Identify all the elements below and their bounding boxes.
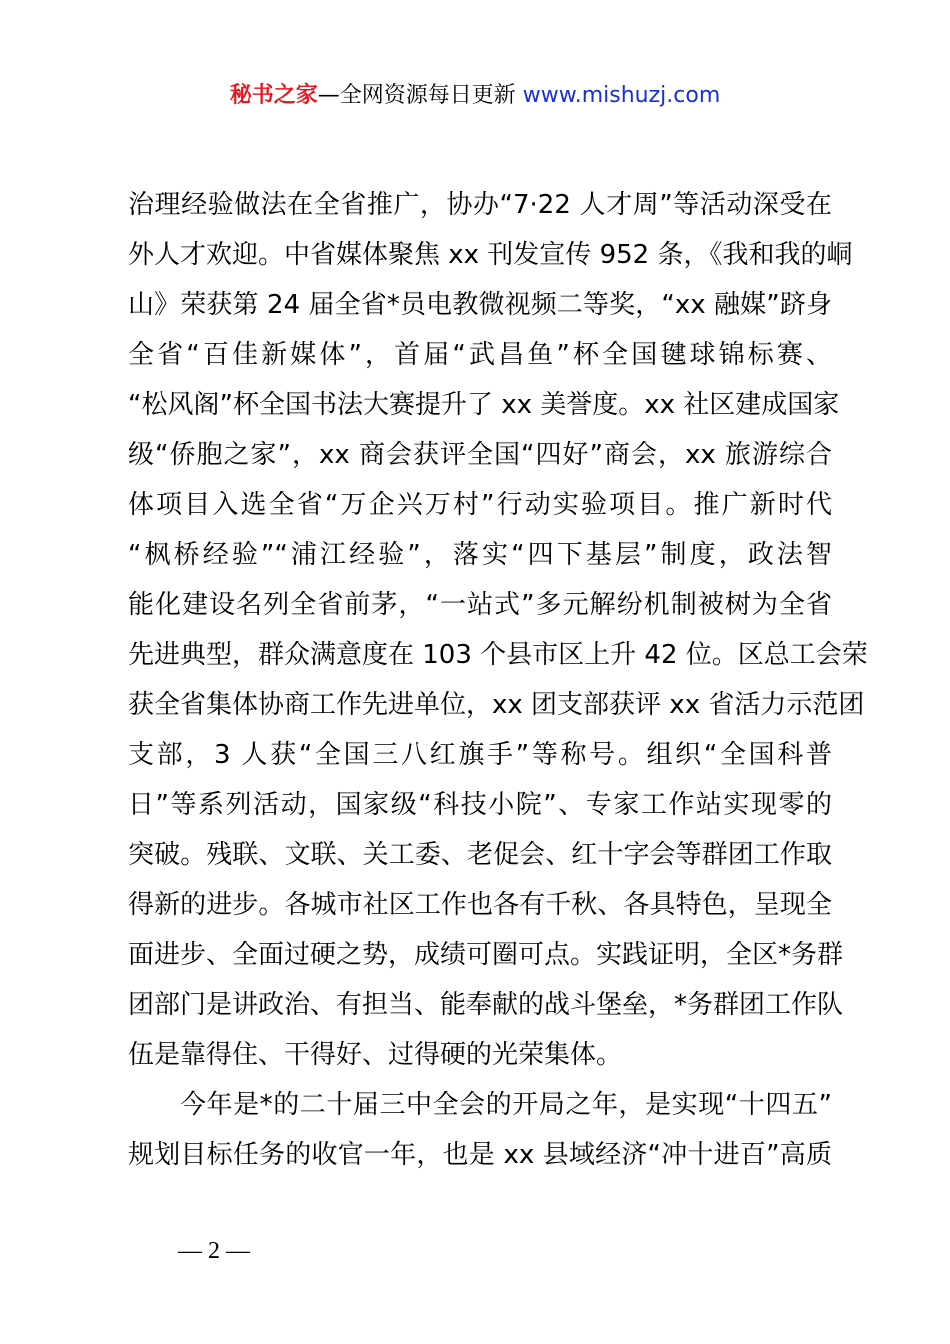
text-line: 能化建设名列全省前茅，“一站式”多元解纷机制被树为全省 — [128, 590, 832, 620]
text-line: 先进典型，群众满意度在 103 个县市区上升 42 位。区总工会荣 — [128, 640, 868, 670]
text-line: 山》荣获第 24 届全省*员电教微视频二等奖，“xx 融媒”跻身 — [128, 290, 832, 320]
text-line: 外人才欢迎。中省媒体聚焦 xx 刊发宣传 952 条，《我和我的峒 — [128, 240, 853, 270]
text-line: 日”等系列活动，国家级“科技小院”、专家工作站实现零的 — [128, 790, 832, 820]
paragraph-start-line: 今年是*的二十届三中全会的开局之年，是实现“十四五” — [180, 1090, 832, 1120]
page-number: — 2 — — [178, 1238, 250, 1264]
text-line: “松风阁”杯全国书法大赛提升了 xx 美誉度。xx 社区建成国家 — [128, 390, 840, 420]
site-header — [0, 80, 950, 112]
text-line: “枫桥经验”“浦江经验”，落实“四下基层”制度，政法智 — [128, 540, 832, 570]
text-line: 团部门是讲政治、有担当、能奉献的战斗堡垒，*务群团工作队 — [128, 990, 844, 1020]
text-line: 伍是靠得住、干得好、过得硬的光荣集体。 — [128, 1040, 623, 1070]
text-line: 体项目入选全省“万企兴万村”行动实验项目。推广新时代 — [128, 490, 832, 520]
text-line: 支部，3 人获“全国三八红旗手”等称号。组织“全国科普 — [128, 740, 832, 770]
document-body — [128, 180, 868, 1180]
site-slogan: —全网资源每日更新 — [317, 83, 523, 108]
text-line: 面进步、全面过硬之势，成绩可圈可点。实践证明，全区*务群 — [128, 940, 844, 970]
text-line: 得新的进步。各城市社区工作也各有千秋、各具特色，呈现全 — [128, 890, 832, 920]
site-brand: 秘书之家 — [229, 83, 318, 108]
text-line: 规划目标任务的收官一年，也是 xx 县域经济“冲十进百”高质 — [128, 1140, 832, 1170]
text-line: 突破。残联、文联、关工委、老促会、红十字会等群团工作取 — [128, 840, 832, 870]
text-line: 全省“百佳新媒体”，首届“武昌鱼”杯全国毽球锦标赛、 — [128, 340, 832, 370]
site-url-link[interactable]: www.mishuzj.com — [522, 83, 721, 108]
text-line: 获全省集体协商工作先进单位，xx 团支部获评 xx 省活力示范团 — [128, 690, 865, 720]
text-line: 治理经验做法在全省推广，协办“7·22 人才周”等活动深受在 — [128, 190, 832, 220]
text-line: 级“侨胞之家”，xx 商会获评全国“四好”商会，xx 旅游综合 — [128, 440, 832, 470]
